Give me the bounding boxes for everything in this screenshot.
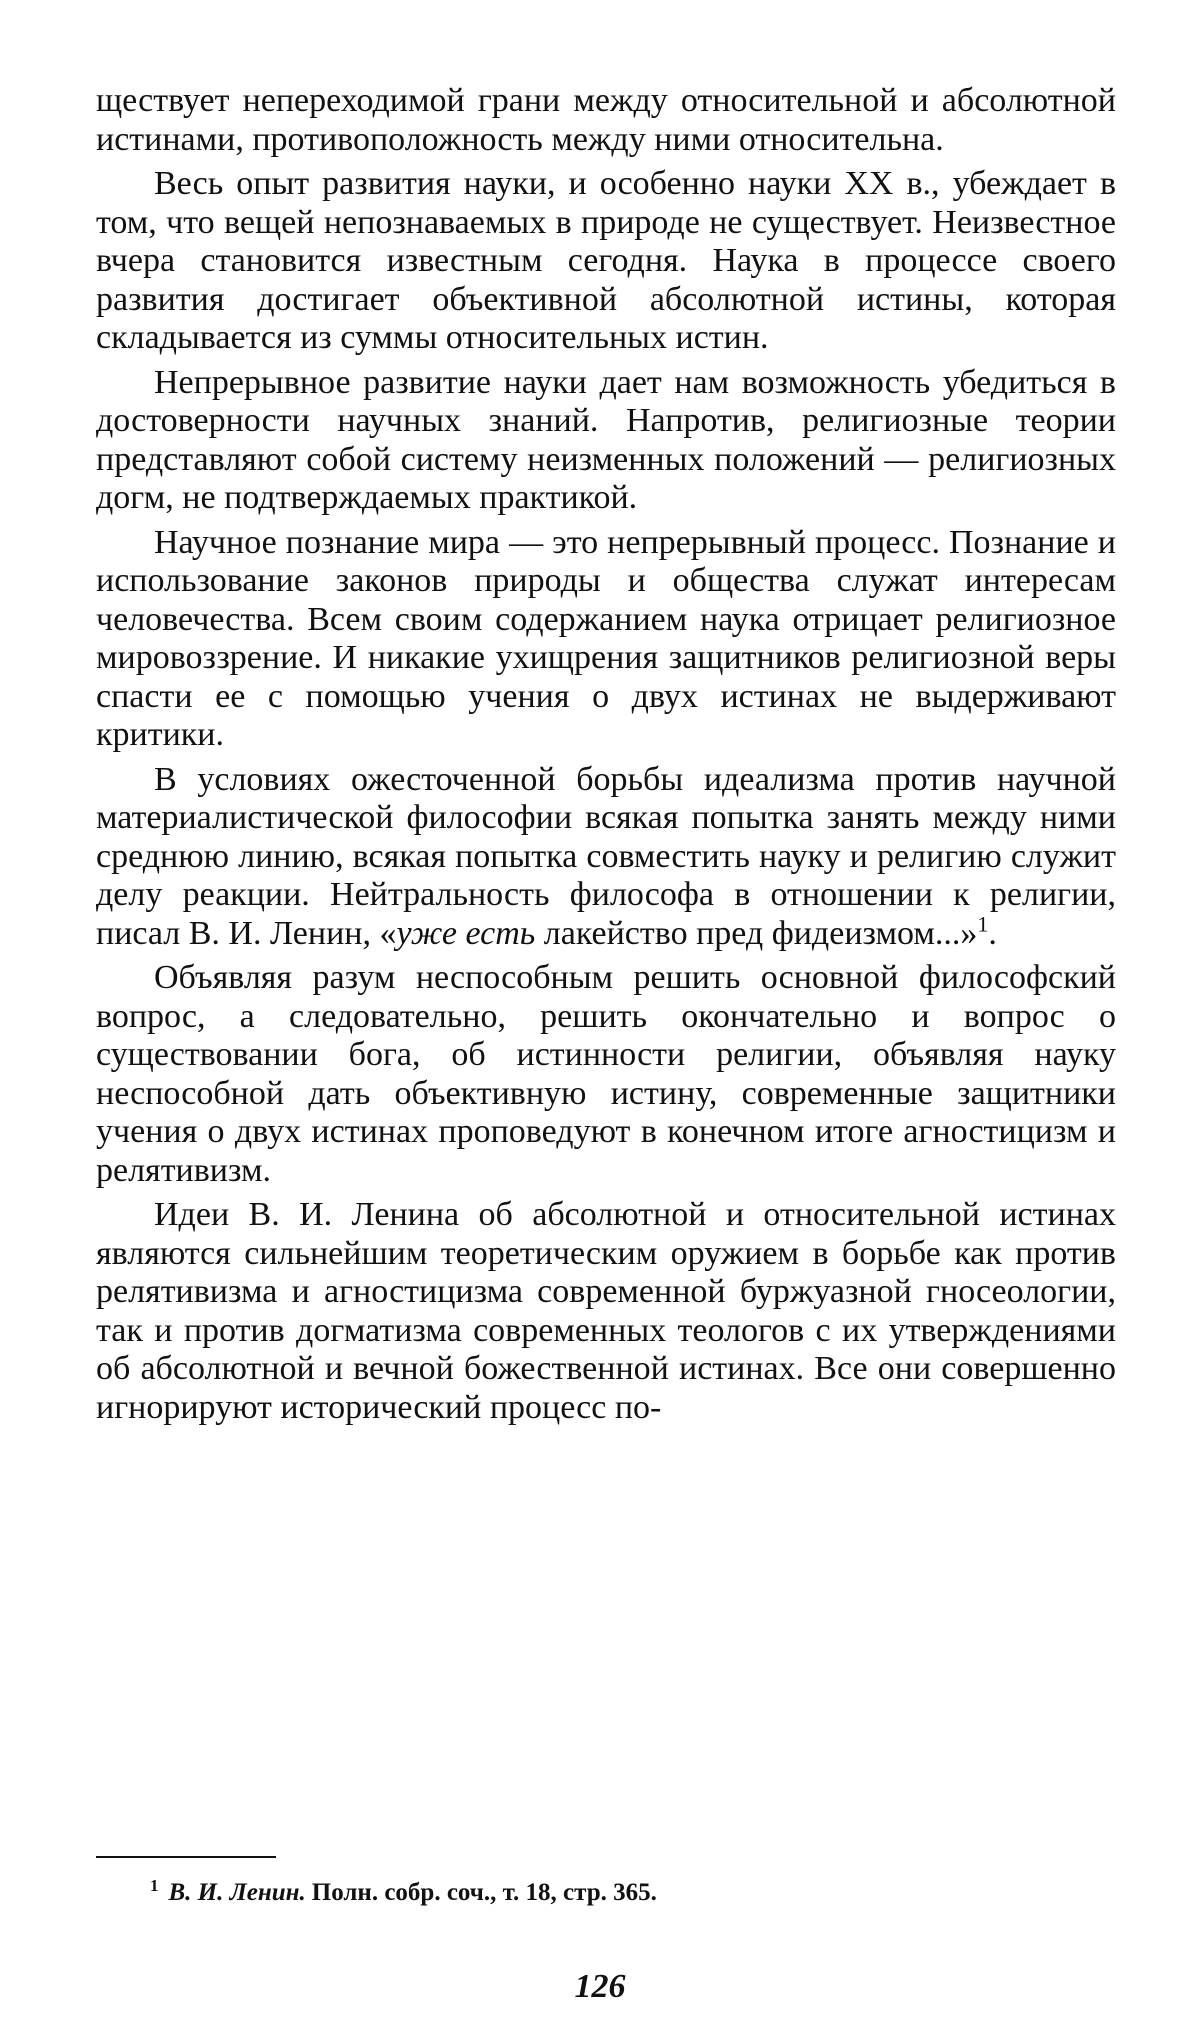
page-number: 126	[574, 1968, 626, 2005]
footnote-divider	[96, 1856, 276, 1858]
paragraph-5-text: В условиях ожесточенной борьбы идеализма против научной материалистической философии всякая попытка занять между ними среднюю линию, всякая попытка совместить науку и религию служит делу реакции. Нейтральность философа в отношении к религии, писал В. И. Ленин, «	[96, 760, 1116, 952]
paragraph-5-period: .	[988, 914, 997, 952]
paragraph-7: Идеи В. И. Ленина об абсолютной и относительной истинах являются сильнейшим теоретическим оружием в борьбе как против релятивизма и агностицизма современной буржуазной гносеологии, так и против догматизма современных теологов с их утверждениями об абсолютной и вечной божественной истинах. Все они совершенно игнорируют исторический процесс по-	[96, 1196, 1116, 1426]
paragraph-5-lenin-quote	[96, 761, 1116, 954]
paragraph-3: Непрерывное развитие науки дает нам возможность убедиться в достоверности научных знаний. Напротив, религиозные теории представляют собой систему неизменных положений — религиозных догм, не подтверждаемых практикой.	[96, 363, 1116, 516]
footnote-source: Полн. собр. соч., т. 18, стр. 365.	[311, 1879, 657, 1906]
paragraph-6: Объявляя разум неспособным решить основной философский вопрос, а следовательно, решить окончательно и вопрос о существовании бога, об истинности религии, объявляя науку неспособной дать объективную истину, современные защитники учения о двух истинах проповедуют в конечном итоге агностицизм и релятивизм.	[96, 959, 1116, 1189]
paragraph-1: ществует непереходимой грани между относительной и абсолютной истинами, противоположность между ними относительна.	[96, 82, 1116, 158]
footnote-mark: 1	[150, 1875, 159, 1895]
paragraph-5-text-end: лакейство пред фидеизмом...»	[535, 914, 978, 952]
quote-emphasis: уже есть	[396, 914, 536, 952]
main-text	[96, 82, 1116, 1427]
footnote	[150, 1875, 1110, 1908]
paragraph-2: Весь опыт развития науки, и особенно науки XX в., убеждает в том, что вещей непознаваемых в природе не существует. Неизвестное вчера становится известным сегодня. Наука в процессе своего развития достигает объективной абсолютной истины, которая складывается из суммы относительных истин.	[96, 165, 1116, 356]
paragraph-4: Научное познание мира — это непрерывный процесс. Познание и использование законов природы и общества служат интересам человечества. Всем своим содержанием наука отрицает религиозное мировоззрение. И никакие ухищрения защитников религиозной веры спасти ее с помощью учения о двух истинах не выдерживают критики.	[96, 523, 1116, 753]
footnote-author: В. И. Ленин.	[168, 1879, 306, 1906]
footnote-reference[interactable]: 1	[977, 911, 989, 937]
